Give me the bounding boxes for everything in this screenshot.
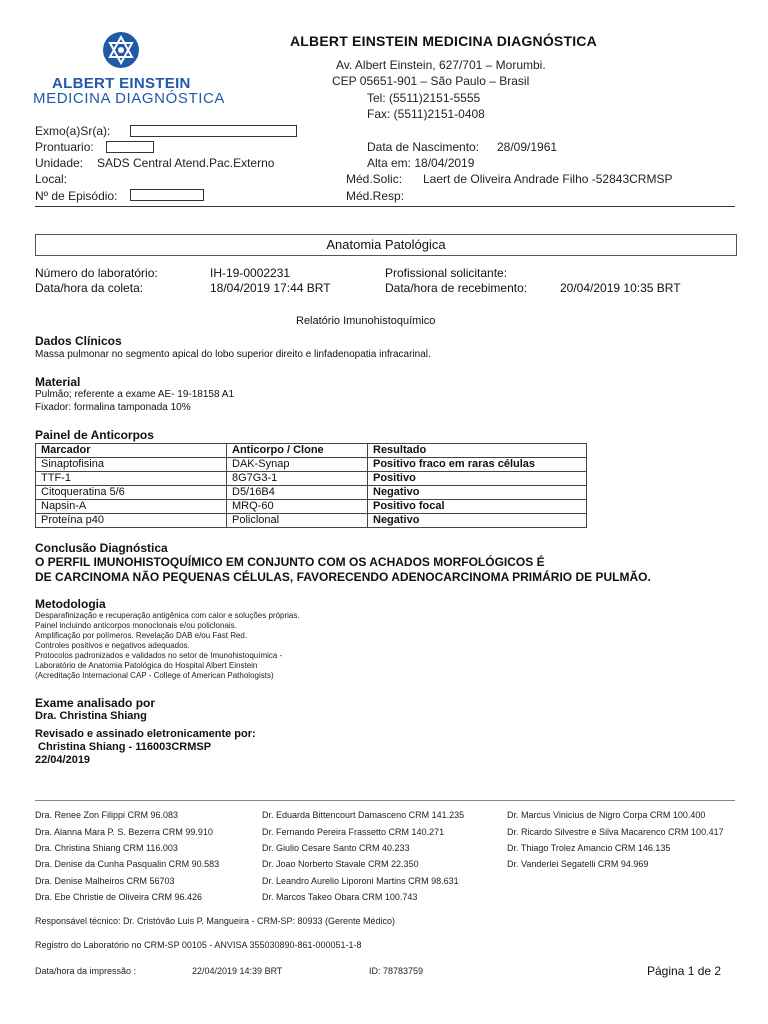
header-title: ALBERT EINSTEIN MEDICINA DIAGNÓSTICA	[290, 33, 597, 49]
table-header-row	[36, 444, 587, 458]
marker-cell: Napsin-A	[36, 500, 227, 514]
nascimento-label: Data de Nascimento:	[367, 140, 480, 154]
metodologia-line: Painel incluindo anticorpos monoclonais e/ou policlonais.	[35, 621, 237, 630]
section-title-box	[35, 234, 737, 256]
marker-cell: TTF-1	[36, 472, 227, 486]
marker-cell: Proteína p40	[36, 514, 227, 528]
column-header: Anticorpo / Clone	[227, 444, 368, 458]
lab-number-value: IH-19-0002231	[210, 266, 291, 280]
result-cell: Positivo focal	[368, 500, 587, 514]
table-row	[36, 486, 587, 500]
doctor-entry: Dr. Giulio Cesare Santo CRM 40.233	[262, 843, 410, 853]
metodologia-line: Desparafinização e recuperação antigênica com calor e soluções próprias.	[35, 611, 300, 620]
coleta-value: 18/04/2019 17:44 BRT	[210, 281, 331, 295]
metodologia-line: Protocolos padronizados e validados no setor de Imunohistoquímica -	[35, 651, 283, 660]
assinatura-name: Christina Shiang - 116003CRMSP	[35, 741, 212, 753]
dados-clinicos-text: Massa pulmonar no segmento apical do lobo superior direito e linfadenopatia infracarinal.	[35, 349, 431, 360]
marker-cell: Sinaptofisina	[36, 458, 227, 472]
antibody-table	[35, 443, 587, 528]
impressao-label: Data/hora da impressão :	[35, 966, 137, 976]
doctor-entry: Dra. Christina Shiang CRM 116.003	[35, 843, 178, 853]
med-solic-value: Laert de Oliveira Andrade Filho -52843CRMSP	[423, 172, 673, 186]
doctor-entry: Dr. Thiago Trolez Amancio CRM 146.135	[507, 843, 671, 853]
exame-name: Dra. Christina Shiang	[35, 710, 147, 722]
column-header: Resultado	[368, 444, 587, 458]
column-header: Marcador	[36, 444, 227, 458]
doctor-entry: Dr. Marcos Takeo Obara CRM 100.743	[262, 892, 418, 902]
unidade-label: Unidade:	[35, 156, 84, 170]
doctor-entry: Dr. Leandro Aurelio Liporoni Martins CRM 98.631	[262, 876, 459, 886]
table-row	[36, 514, 587, 528]
dados-clinicos-heading: Dados Clínicos	[35, 334, 122, 348]
doctor-entry: Dra. Ebe Christie de Oliveira CRM 96.426	[35, 892, 203, 902]
logo-text-line2: MEDICINA DIAGNÓSTICA	[33, 90, 226, 107]
profissional-label: Profissional solicitante:	[385, 266, 508, 280]
header-divider	[35, 206, 735, 207]
prontuario-redacted	[106, 141, 154, 153]
episodio-redacted	[130, 189, 204, 201]
responsavel-tecnico: Responsável técnico: Dr. Cristóvão Luis P. Mangueira - CRM-SP: 80933 (Gerente Médico)	[35, 916, 395, 926]
footer-divider	[35, 800, 735, 801]
recebimento-value: 20/04/2019 10:35 BRT	[560, 281, 681, 295]
page-number: Página 1 de 2	[647, 964, 722, 978]
doctor-entry: Dra. Denise da Cunha Pasqualin CRM 90.583	[35, 859, 220, 869]
doctor-entry: Dr. Ricardo Silvestre e Silva Macarenco CRM 100.417	[507, 827, 724, 837]
assinatura-heading: Revisado e assinado eletronicamente por:	[35, 728, 256, 740]
clone-cell: Policlonal	[227, 514, 368, 528]
lab-number-label: Número do laboratório:	[35, 266, 158, 280]
metodologia-line: (Acreditação Internacional CAP - College of American Pathologists)	[35, 671, 274, 680]
nascimento-value: 28/09/1961	[497, 140, 558, 154]
header-address1: Av. Albert Einstein, 627/701 – Morumbi.	[336, 58, 546, 72]
marker-cell: Citoqueratina 5/6	[36, 486, 227, 500]
doctor-entry: Dr. Joao Norberto Stavale CRM 22.350	[262, 859, 419, 869]
result-cell: Negativo	[368, 486, 587, 500]
report-title: Relatório Imunohistoquímico	[296, 315, 436, 327]
episodio-label: Nº de Episódio:	[35, 189, 118, 203]
clone-cell: D5/16B4	[227, 486, 368, 500]
conclusao-line1: O PERFIL IMUNOHISTOQUÍMICO EM CONJUNTO COM OS ACHADOS MORFOLÓGICOS É	[35, 555, 545, 569]
einstein-logo-icon	[30, 30, 210, 80]
material-line1: Pulmão; referente a exame AE- 19-18158 A1	[35, 389, 235, 400]
material-heading: Material	[35, 375, 81, 389]
header-fax: Fax: (5511)2151-0408	[367, 107, 485, 121]
result-cell: Positivo fraco em raras células	[368, 458, 587, 472]
clone-cell: 8G7G3-1	[227, 472, 368, 486]
painel-heading: Painel de Anticorpos	[35, 428, 154, 442]
doctor-entry: Dr. Vanderlei Segatelli CRM 94.969	[507, 859, 649, 869]
clone-cell: DAK-Synap	[227, 458, 368, 472]
document-id: ID: 78783759	[369, 966, 424, 976]
patient-name-redacted	[130, 125, 297, 137]
doctor-entry: Dr. Fernando Pereira Frassetto CRM 140.271	[262, 827, 445, 837]
alta-text: Alta em: 18/04/2019	[367, 156, 475, 170]
recebimento-label: Data/hora de recebimento:	[385, 281, 528, 295]
conclusao-line2: DE CARCINOMA NÃO PEQUENAS CÉLULAS, FAVORECENDO ADENOCARCINOMA PRIMÁRIO DE PULMÃO.	[35, 570, 651, 584]
doctor-entry: Dr. Marcus Vinicius de Nigro Corpa CRM 100.400	[507, 810, 706, 820]
table-row	[36, 472, 587, 486]
exmo-label: Exmo(a)Sr(a):	[35, 124, 111, 138]
table-row	[36, 500, 587, 514]
header-tel: Tel: (5511)2151-5555	[367, 91, 481, 105]
header-address2: CEP 05651-901 – São Paulo – Brasil	[332, 74, 530, 88]
exame-heading: Exame analisado por	[35, 696, 156, 710]
coleta-label: Data/hora da coleta:	[35, 281, 144, 295]
unidade-value: SADS Central Atend.Pac.Externo	[97, 156, 275, 170]
registro-laboratorio: Registro do Laboratório no CRM-SP 00105 - ANVISA 355030890-861-000051-1-8	[35, 940, 362, 950]
doctor-entry: Dra. Denise Malheiros CRM 56703	[35, 876, 175, 886]
prontuario-label: Prontuario:	[35, 140, 94, 154]
result-cell: Negativo	[368, 514, 587, 528]
impressao-value: 22/04/2019 14:39 BRT	[192, 966, 283, 976]
metodologia-line: Controles positivos e negativos adequados.	[35, 641, 190, 650]
doctor-entry: Dr. Eduarda Bittencourt Damasceno CRM 141.235	[262, 810, 465, 820]
local-label: Local:	[35, 172, 68, 186]
logo-text-line1: ALBERT EINSTEIN	[52, 75, 191, 92]
med-resp-label: Méd.Resp:	[346, 189, 405, 203]
doctor-entry: Dra. Alanna Mara P. S. Bezerra CRM 99.910	[35, 827, 213, 837]
table-row	[36, 458, 587, 472]
assinatura-date: 22/04/2019	[35, 754, 91, 766]
med-solic-label: Méd.Solic:	[346, 172, 403, 186]
result-cell: Positivo	[368, 472, 587, 486]
metodologia-line: Amplificação por polímeros. Revelação DAB e/ou Fast Red.	[35, 631, 248, 640]
metodologia-heading: Metodologia	[35, 597, 106, 611]
material-line2: Fixador: formalina tamponada 10%	[35, 402, 191, 413]
doctor-entry: Dra. Renee Zon Filippi CRM 96.083	[35, 810, 179, 820]
section-title: Anatomia Patológica	[326, 237, 446, 252]
clone-cell: MRQ-60	[227, 500, 368, 514]
metodologia-line: Laboratório de Anatomia Patológica do Hospital Albert Einstein	[35, 661, 258, 670]
conclusao-heading: Conclusão Diagnóstica	[35, 541, 168, 555]
